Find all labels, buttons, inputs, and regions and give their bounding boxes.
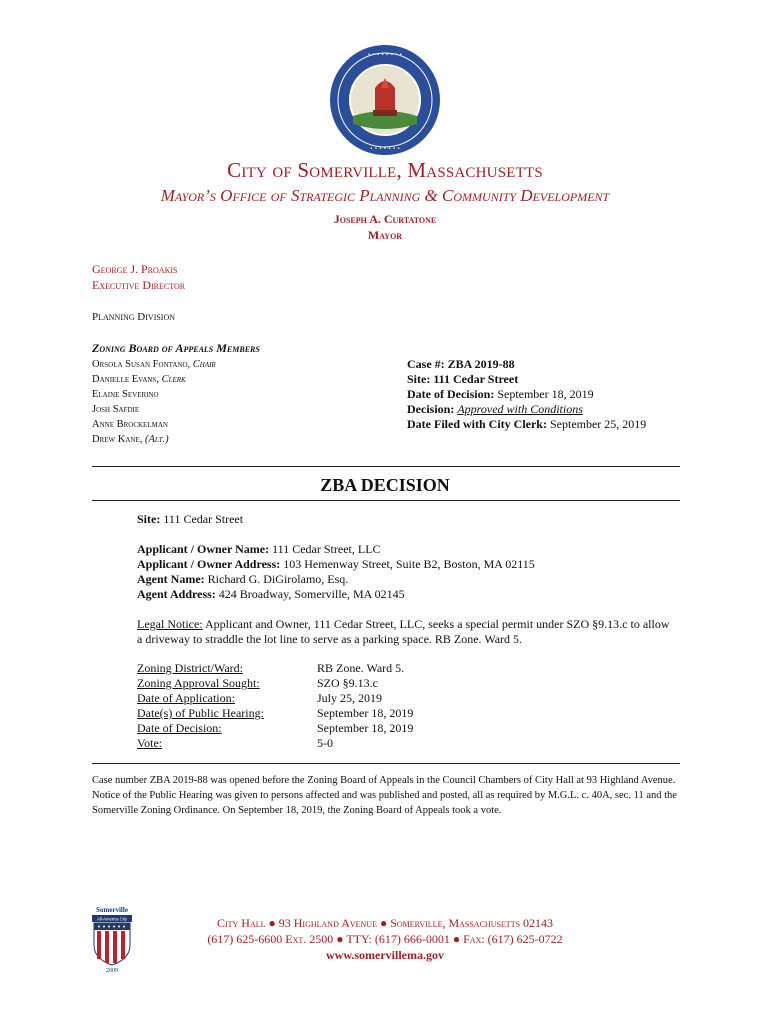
board-member: Drew Kane, (Alt.)	[92, 434, 169, 445]
detail-label: Date(s) of Public Hearing:	[137, 706, 264, 720]
divider-heading	[92, 500, 680, 501]
legal-notice: Legal Notice: Applicant and Owner, 111 Cedar Street, LLC, seeks a special permit under SZO §9.13.c to allow a driveway to straddle the lot line to serve as a parking space. RB Zone. Ward 5.	[137, 617, 670, 646]
case-decision: Decision: Approved with Conditions	[407, 402, 583, 416]
decision-summary: Case number ZBA 2019-88 was opened before the Zoning Board of Appeals in the Council Chambers of City Hall at 93 Highland Avenue. Notice of the Public Hearing was given to persons affected and was published and posted, all as required by M.G.L. c. 40A, sec. 11 and the Somerville Zoning Ordinance. On September 18, 2019, the Zoning Board of Appeals took a vote.	[92, 775, 677, 816]
planning-division: Planning Division	[92, 311, 176, 323]
member-role: (Alt.)	[144, 434, 169, 445]
detail-label: Date of Decision:	[137, 721, 222, 735]
logo-year-text: 2009	[106, 968, 118, 973]
decision-heading: ZBA DECISION	[320, 475, 450, 495]
board-members-list	[92, 357, 216, 447]
footer-phone: (617) 625-6600 Ext. 2500 ● TTY: (617) 666-0001 ● Fax: (617) 625-0722	[207, 932, 563, 946]
board-member	[92, 417, 216, 432]
member-name: Josh Safdie	[92, 404, 140, 415]
member-name: Elaine Severino	[92, 389, 159, 400]
detail-label: Zoning District/Ward:	[137, 661, 244, 675]
mayor-title: Mayor	[367, 228, 403, 242]
member-role: Chair	[192, 359, 216, 370]
detail-value: RB Zone. Ward 5.	[317, 661, 405, 675]
executive-director-name: George J. Proakis	[92, 262, 178, 276]
member-name: Drew Kane	[92, 434, 140, 445]
applicant-name: Applicant / Owner Name: 111 Cedar Street, LLC	[137, 542, 381, 556]
case-date-filed: Date Filed with City Clerk: September 25, 2019	[407, 417, 647, 431]
member-name: Anne Brockelman	[92, 419, 168, 430]
divider-top	[92, 466, 680, 467]
footer-address: City Hall ● 93 Highland Avenue ● Somerville, Massachusetts 02143	[216, 916, 554, 930]
board-member: Danielle Evans, Clerk	[92, 374, 186, 385]
detail-value: September 18, 2019	[317, 706, 414, 720]
agent-address: Agent Address: 424 Broadway, Somerville, MA 02145	[137, 587, 405, 601]
decision-site: Site: 111 Cedar Street	[137, 512, 244, 526]
board-member	[92, 402, 216, 417]
case-date-of-decision: Date of Decision: September 18, 2019	[407, 387, 594, 401]
logo-top-text: Somerville	[96, 906, 128, 914]
detail-label: Date of Application:	[137, 691, 235, 705]
agent-name: Agent Name: Richard G. DiGirolamo, Esq.	[137, 572, 349, 586]
applicant-block	[137, 542, 535, 602]
svg-text:• • • • • • •: • • • • • • •	[369, 146, 401, 152]
footer	[0, 915, 770, 963]
office-title: Mayor’s Office of Strategic Planning & Community Development	[160, 186, 610, 205]
city-title: City of Somerville, Massachusetts	[227, 158, 543, 182]
board-heading: Zoning Board of Appeals Members	[92, 341, 260, 355]
member-name: Danielle Evans	[92, 374, 157, 385]
case-site: Site: 111 Cedar Street	[407, 372, 519, 386]
detail-values	[317, 661, 413, 751]
detail-value: SZO §9.13.c	[317, 676, 378, 690]
executive-director-title: Executive Director	[92, 278, 186, 292]
detail-labels	[137, 661, 264, 751]
logo-banner-text: All-America City	[97, 916, 127, 922]
detail-label: Vote:	[137, 736, 163, 750]
applicant-address: Applicant / Owner Address: 103 Hemenway Street, Suite B2, Boston, MA 02115	[137, 557, 535, 571]
detail-value: September 18, 2019	[317, 721, 414, 735]
case-info	[407, 357, 646, 432]
board-member: Orsola Susan Fontano, Chair	[92, 359, 216, 370]
detail-value: 5-0	[317, 736, 333, 750]
detail-label: Zoning Approval Sought:	[137, 676, 260, 690]
board-member	[92, 387, 216, 402]
mayor-name: Joseph A. Curtatone	[333, 212, 437, 226]
footer-website-link[interactable]: www.somervillema.gov	[326, 948, 444, 962]
case-number: Case #: ZBA 2019-88	[407, 357, 515, 371]
divider-summary	[92, 763, 680, 764]
member-name: Orsola Susan Fontano	[92, 359, 188, 370]
city-seal-logo	[329, 44, 441, 156]
svg-text:• • • • • • • •: • • • • • • • •	[367, 52, 403, 58]
member-role: Clerk	[161, 374, 186, 385]
detail-value: July 25, 2019	[317, 691, 383, 705]
